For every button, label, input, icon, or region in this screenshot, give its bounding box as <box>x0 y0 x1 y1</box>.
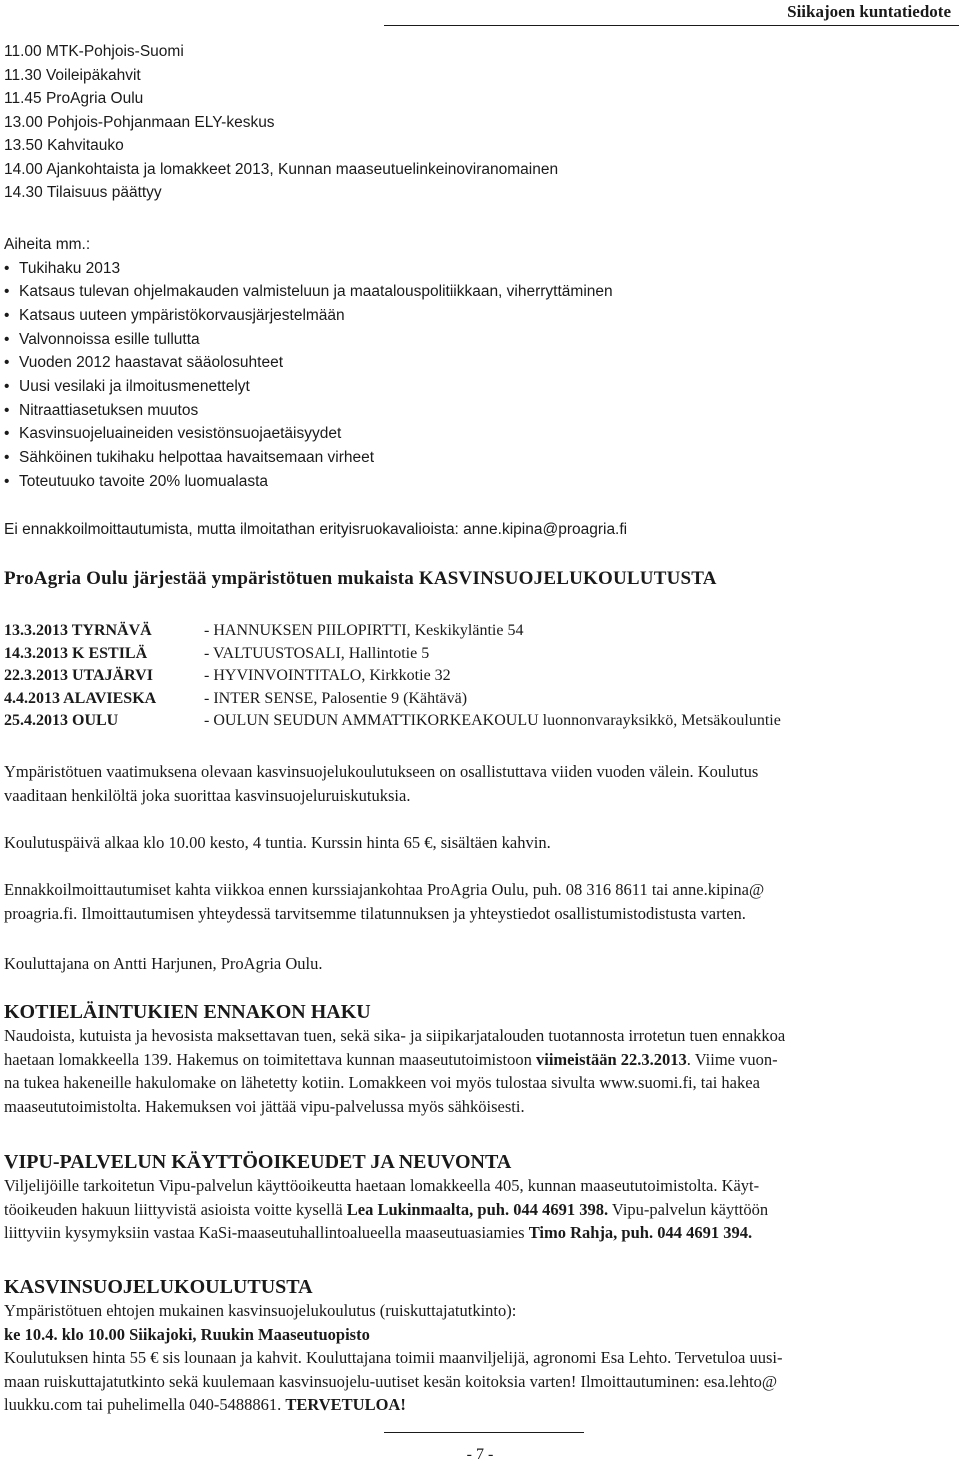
paragraph-line: Ennakkoilmoittautumiset kahta viikkoa ennen kurssiajankohtaa ProAgria Oulu, puh. 08 316 8611 tai anne.kipina@ <box>4 880 765 899</box>
list-item: • Nitraattiasetuksen muutos <box>4 399 956 423</box>
paragraph-line: maaseututoimistolta. Hakemuksen voi jättää vipu-palvelussa myös sähköisesti. <box>4 1096 525 1116</box>
text-run: liittyviin kysymyksiin vastaa KaSi-maaseutuhallintoalueella maaseutuasiamies <box>4 1223 529 1242</box>
agenda-item: 14.00 Ajankohtaista ja lomakkeet 2013, Kunnan maaseutuelinkeinoviranomainen <box>4 160 559 178</box>
agenda-item: 14.30 Tilaisuus päättyy <box>4 184 162 201</box>
agenda-item: 11.00 MTK-Pohjois-Suomi <box>4 43 184 60</box>
registration-note-text: Ei ennakkoilmoittautumista, mutta ilmoitathan erityisruokavalioista: anne.kipina@proagria.fi <box>4 521 628 538</box>
paragraph-line: Naudoista, kutuista ja hevosista maksettavan tuen, sekä sika- ja siipikarjatalouden tuotannosta irrotetun tuen ennakkoa <box>4 1026 786 1045</box>
text-run: . Viime vuon- <box>686 1049 778 1069</box>
agenda-item: 11.45 ProAgria Oulu <box>4 90 144 107</box>
schedule-place: - HYVINVOINTITALO, Kirkkotie 32 <box>204 667 451 684</box>
proagria-paragraph-4 <box>4 952 956 976</box>
table-row <box>4 665 956 688</box>
page-number: - 7 - <box>466 1446 494 1463</box>
paragraph-line: Ympäristötuen vaatimuksena olevaan kasvinsuojelukoulutukseen on osallistuttava viiden vuoden välein. Koulutus <box>4 762 759 781</box>
paragraph-line: Koulutuspäivä alkaa klo 10.00 kesto, 4 tuntia. Kurssin hinta 65 €, sisältäen kahvin. <box>4 833 551 852</box>
paragraph-line: Kouluttajana on Antti Harjunen, ProAgria Oulu. <box>4 954 323 973</box>
page-header <box>384 0 959 26</box>
list-item: • Vuoden 2012 haastavat sääolosuhteet <box>4 351 956 375</box>
event-date-line: ke 10.4. klo 10.00 Siikajoki, Ruukin Maaseutuopisto <box>4 1324 370 1344</box>
paragraph-line: vaaditaan henkilöltä joka suorittaa kasvinsuojeluruiskutuksia. <box>4 785 411 805</box>
paragraph-line: Koulutuksen hinta 55 € sis lounaan ja kahvit. Kouluttajana toimii maanviljelijä, agronomi Esa Lehto. Tervetuloa uusi- <box>4 1348 783 1367</box>
table-row <box>4 710 956 733</box>
paragraph-line <box>4 1393 956 1417</box>
schedule-date: 22.3.2013 UTAJÄRVI <box>4 667 153 684</box>
paragraph-line: Ympäristötuen ehtojen mukainen kasvinsuojelukoulutus (ruiskuttajatutkinto): <box>4 1301 517 1320</box>
schedule-place: - INTER SENSE, Palosentie 9 (Kähtävä) <box>204 689 468 707</box>
schedule-date: 4.4.2013 ALAVIESKA <box>4 689 157 707</box>
registration-note <box>4 518 956 542</box>
text-run: töoikeuden hakuun liittyvistä asioista voitte kysellä <box>4 1199 347 1219</box>
agenda-list <box>4 40 956 205</box>
deadline-text: viimeistään 22.3.2013 <box>536 1049 687 1069</box>
contact-text: Lea Lukinmaalta, puh. 044 4691 398. <box>346 1199 609 1219</box>
paragraph-line <box>4 1048 956 1072</box>
paragraph-line: Viljelijöille tarkoitetun Vipu-palvelun käyttöoikeutta haetaan lomakkeella 405, kunnan maaseututoimistolta. Käyt- <box>4 1176 760 1195</box>
list-item: • Uusi vesilaki ja ilmoitusmenettelyt <box>4 375 956 399</box>
agenda-item: 13.00 Pohjois-Pohjanmaan ELY-keskus <box>4 113 275 131</box>
paragraph-line <box>4 1221 956 1245</box>
paragraph-line <box>4 1198 956 1222</box>
list-item: • Tukihaku 2013 <box>4 257 956 281</box>
text-run: luukku.com tai puhelimella 040-5488861. <box>4 1395 286 1414</box>
list-item: • Kasvinsuojeluaineiden vesistönsuojaetäisyydet <box>4 422 956 446</box>
topics-list <box>4 257 956 494</box>
schedule-place: - VALTUUSTOSALI, Hallintotie 5 <box>204 644 430 662</box>
schedule-place: - HANNUKSEN PIILOPIRTTI, Keskikyläntie 54 <box>204 622 524 639</box>
schedule-place: - OULUN SEUDUN AMMATTIKORKEAKOULU luonnonvarayksikkö, Metsäkouluntie <box>204 712 781 729</box>
training-schedule <box>4 620 956 733</box>
contact-text: Timo Rahja, puh. 044 4691 394. <box>528 1223 753 1242</box>
paragraph-line: maan ruiskuttajatutkinto sekä kuulemaan kasvinsuojelu-uutiset kesän koitoksia varten! Ilmoittautuminen: esa.lehto@ <box>4 1371 778 1391</box>
table-row <box>4 643 956 666</box>
schedule-date: 14.3.2013 K ESTILÄ <box>4 644 148 662</box>
list-item: • Katsaus tulevan ohjelmakauden valmisteluun ja maatalouspolitiikkaan, viherryttäminen <box>4 280 956 304</box>
proagria-paragraph-3 <box>4 878 956 925</box>
section-heading: KOTIELÄINTUKIEN ENNAKON HAKU <box>4 1001 371 1023</box>
kasvinsuojelu-section <box>4 1275 956 1417</box>
agenda-item: 11.30 Voileipäkahvit <box>4 66 141 84</box>
table-row <box>4 688 956 711</box>
table-row <box>4 620 956 643</box>
proagria-paragraph-1 <box>4 760 956 807</box>
list-item: • Katsaus uuteen ympäristökorvausjärjestelmään <box>4 304 956 328</box>
document-page <box>4 0 956 1468</box>
topics-title: Aiheita mm.: <box>4 236 91 253</box>
text-run: Vipu-palvelun käyttöön <box>608 1199 769 1219</box>
text-run: haetaan lomakkeella 139. Hakemus on toimitettava kunnan maaseututoimistoon <box>4 1049 536 1069</box>
kotielain-section <box>4 1000 956 1118</box>
paragraph-line: na tukea hakeneille hakulomake on lähetetty kotiin. Lomakkeen voi myös tulostaa sivulta www.suomi.fi, tai hakea <box>4 1073 760 1092</box>
list-item: • Toteutuuko tavoite 20% luomualasta <box>4 470 956 494</box>
list-item: • Sähköinen tukihaku helpottaa havaitsemaan virheet <box>4 446 956 470</box>
proagria-section <box>4 568 956 590</box>
proagria-paragraph-2 <box>4 831 956 855</box>
section-heading: KASVINSUOJELUKOULUTUSTA <box>4 1276 313 1298</box>
section-heading: VIPU-PALVELUN KÄYTTÖOIKEUDET JA NEUVONTA <box>4 1151 512 1173</box>
proagria-heading: ProAgria Oulu järjestää ympäristötuen mukaista KASVINSUOJELUKOULUTUSTA <box>4 568 717 589</box>
schedule-date: 25.4.2013 OULU <box>4 712 119 729</box>
topics-section <box>4 233 956 494</box>
paragraph-line: proagria.fi. Ilmoittautumisen yhteydessä tarvitsemme tilatunnuksen ja yhteystiedot osallistumistodistusta varten. <box>4 903 746 923</box>
header-title: Siikajoen kuntatiedote <box>787 2 951 21</box>
footer-rule <box>384 1432 584 1433</box>
agenda-item: 13.50 Kahvitauko <box>4 137 124 154</box>
schedule-date: 13.3.2013 TYRNÄVÄ <box>4 622 152 639</box>
list-item: • Valvonnoissa esille tullutta <box>4 328 956 352</box>
welcome-text: TERVETULOA! <box>285 1395 406 1414</box>
vipu-section <box>4 1150 956 1245</box>
